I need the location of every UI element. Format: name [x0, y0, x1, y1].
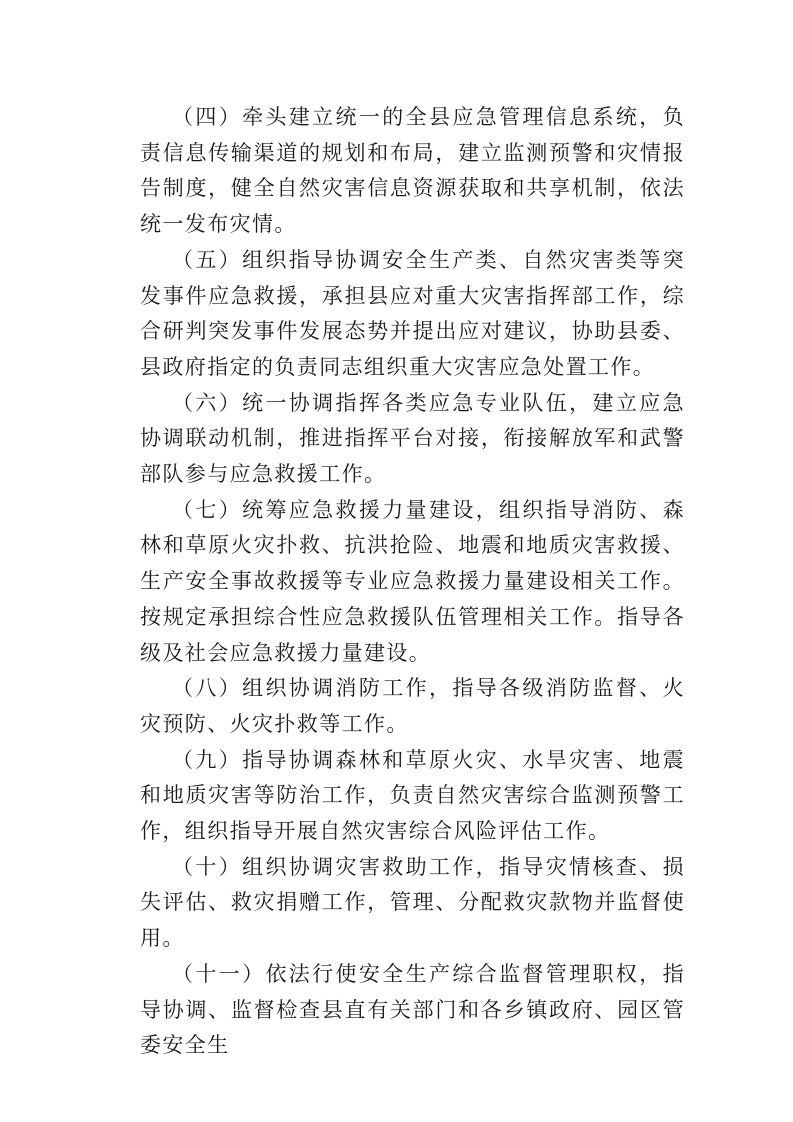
paragraph-eleven: （十一）依法行使安全生产综合监督管理职权，指导协调、监督检查县直有关部门和各乡镇政府、园区管委安全生 — [140, 961, 685, 1058]
document-body — [140, 100, 685, 1064]
paragraph-five: （五）组织指导协调安全生产类、自然灾害类等突发事件应急救援，承担县应对重大灾害指挥部工作，综合研判突发事件发展态势并提出应对建议，协助县委、县政府指定的负责同志组织重大灾害应急处置工作。 — [140, 247, 685, 379]
paragraph-eight: （八）组织协调消防工作，指导各级消防监督、火灾预防、火灾扑救等工作。 — [140, 676, 685, 736]
paragraph-six: （六）统一协调指挥各类应急专业队伍，建立应急协调联动机制，推进指挥平台对接，衔接解放军和武警部队参与应急救援工作。 — [140, 390, 685, 487]
paragraph-seven: （七）统筹应急救援力量建设，组织指导消防、森林和草原火灾扑救、抗洪抢险、地震和地质灾害救援、生产安全事故救援等专业应急救援力量建设相关工作。按规定承担综合性应急救援队伍管理相关工作。指导各级及社会应急救援力量建设。 — [140, 497, 685, 665]
paragraph-four: （四）牵头建立统一的全县应急管理信息系统，负责信息传输渠道的规划和布局，建立监测预警和灾情报告制度，健全自然灾害信息资源获取和共享机制，依法统一发布灾情。 — [140, 105, 685, 237]
paragraph-ten: （十）组织协调灾害救助工作，指导灾情核查、损失评估、救灾捐赠工作，管理、分配救灾款物并监督使用。 — [140, 854, 685, 951]
paragraph-nine: （九）指导协调森林和草原火灾、水旱灾害、地震和地质灾害等防治工作，负责自然灾害综合监测预警工作，组织指导开展自然灾害综合风险评估工作。 — [140, 747, 685, 844]
